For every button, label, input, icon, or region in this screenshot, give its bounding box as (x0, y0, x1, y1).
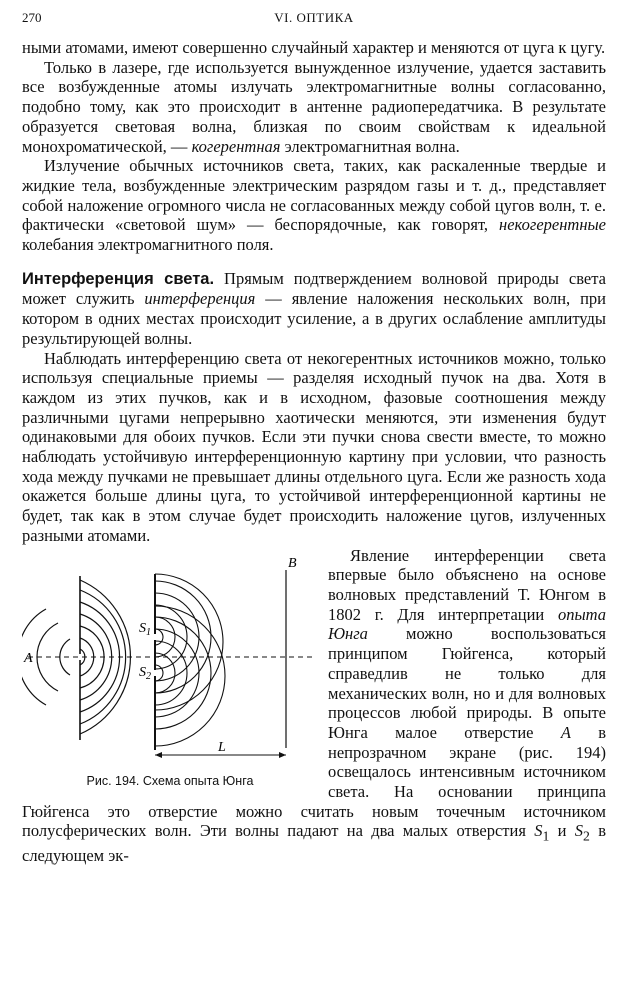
label-S1: $S_1$ (139, 620, 151, 638)
page-body (22, 38, 606, 866)
label-A: A (24, 650, 33, 666)
term-incoherent: некогерентные (499, 215, 606, 235)
term-interference: интерференция (144, 289, 256, 309)
figure-caption: Рис. 194. Схема опыта Юнга (86, 773, 254, 788)
page-number: 270 (22, 10, 42, 25)
paragraph-incoherent: Излучение обычных источников света, таких, как раскаленные твердые и жидкие тела, возбужденные электрическим разрядом газы и т. д., представляет собой наложение огромного числа не согласованных между собой цугов волн, т. е. фактически «световой шум» — беспорядочные, как говорят, некогерентные колебания электромагнитного поля. (22, 156, 606, 255)
section-heading: Интерференция света. (22, 269, 215, 288)
term-young-experiment: опыта Юнга (328, 604, 607, 644)
figure-194 (22, 550, 318, 788)
paragraph-observation: Наблюдать интерференцию света от некогерентных источников можно, только используя специальные приемы — разделяя исходный пучок на два. Хотя в каждом из этих пучков, как и в исходном, фазовые соотношения между различными цугами непрерывно хаотически меняются, эти изменения будут одинаковыми для обоих пучков. Если эти пучки снова свести вместе, то можно наблюдать устойчивую интерференционную картину при условии, что разность хода между пучками не превышает длины отдельного цуга. Если же разность хода окажется больше длины цуга, то устойчивой интерференционной картины не будет, так как в этом случае будет происходить наложение цугов, излученных разными атомами. (22, 348, 606, 545)
label-L: L (218, 739, 226, 755)
young-experiment-diagram (22, 550, 318, 768)
wavefronts-from-slits (155, 574, 225, 746)
page-header (22, 10, 606, 28)
paragraph-young: Явление интерференции света впервые было объяснено на основе волновых представлений Т. Юнгом в 1802 г. Для интерпретации опыта Юнга можно воспользоваться принципом Гюйгенса, который справедлив не только для механических волн, но и для волновых процессов любой природы. В опыте Юнга малое отверстие A в непрозрачном экране (рис. 194) освещалось интенсивным источником света. На основании принципа Гюйгенса это отверстие можно считать новым точечным источником полусферических волн. Эти волны падают на два малых отверстия $S_1$ и $S_2$ в следующем эк- (22, 545, 607, 866)
paragraph-laser: Только в лазере, где используется вынужденное излучение, удается заставить все возбужденные атомы излучать электромагнитные волны согласованно, подобно тому, как это происходит в антенне радиопередатчика. В результате образуется световая волна, близкая по своим свойствам к идеальной монохроматической, — когерентная электромагнитная волна. (22, 57, 606, 156)
label-B: B (288, 555, 297, 571)
term-coherent: когерентная (191, 136, 281, 156)
paragraph-continued: ными атомами, имеют совершенно случайный характер и меняются от цуга к цугу. (22, 38, 606, 57)
label-S2: $S_2$ (139, 664, 151, 682)
paragraph-interference-definition: Интерференция света. Прямым подтверждением волновой природы света может служить интерференция — явление наложения нескольких волн, при котором в одних местах происходит усиление, а в других ослабление амплитуды результирующей волны. (22, 268, 606, 348)
running-title: VI. ОПТИКА (274, 10, 354, 25)
